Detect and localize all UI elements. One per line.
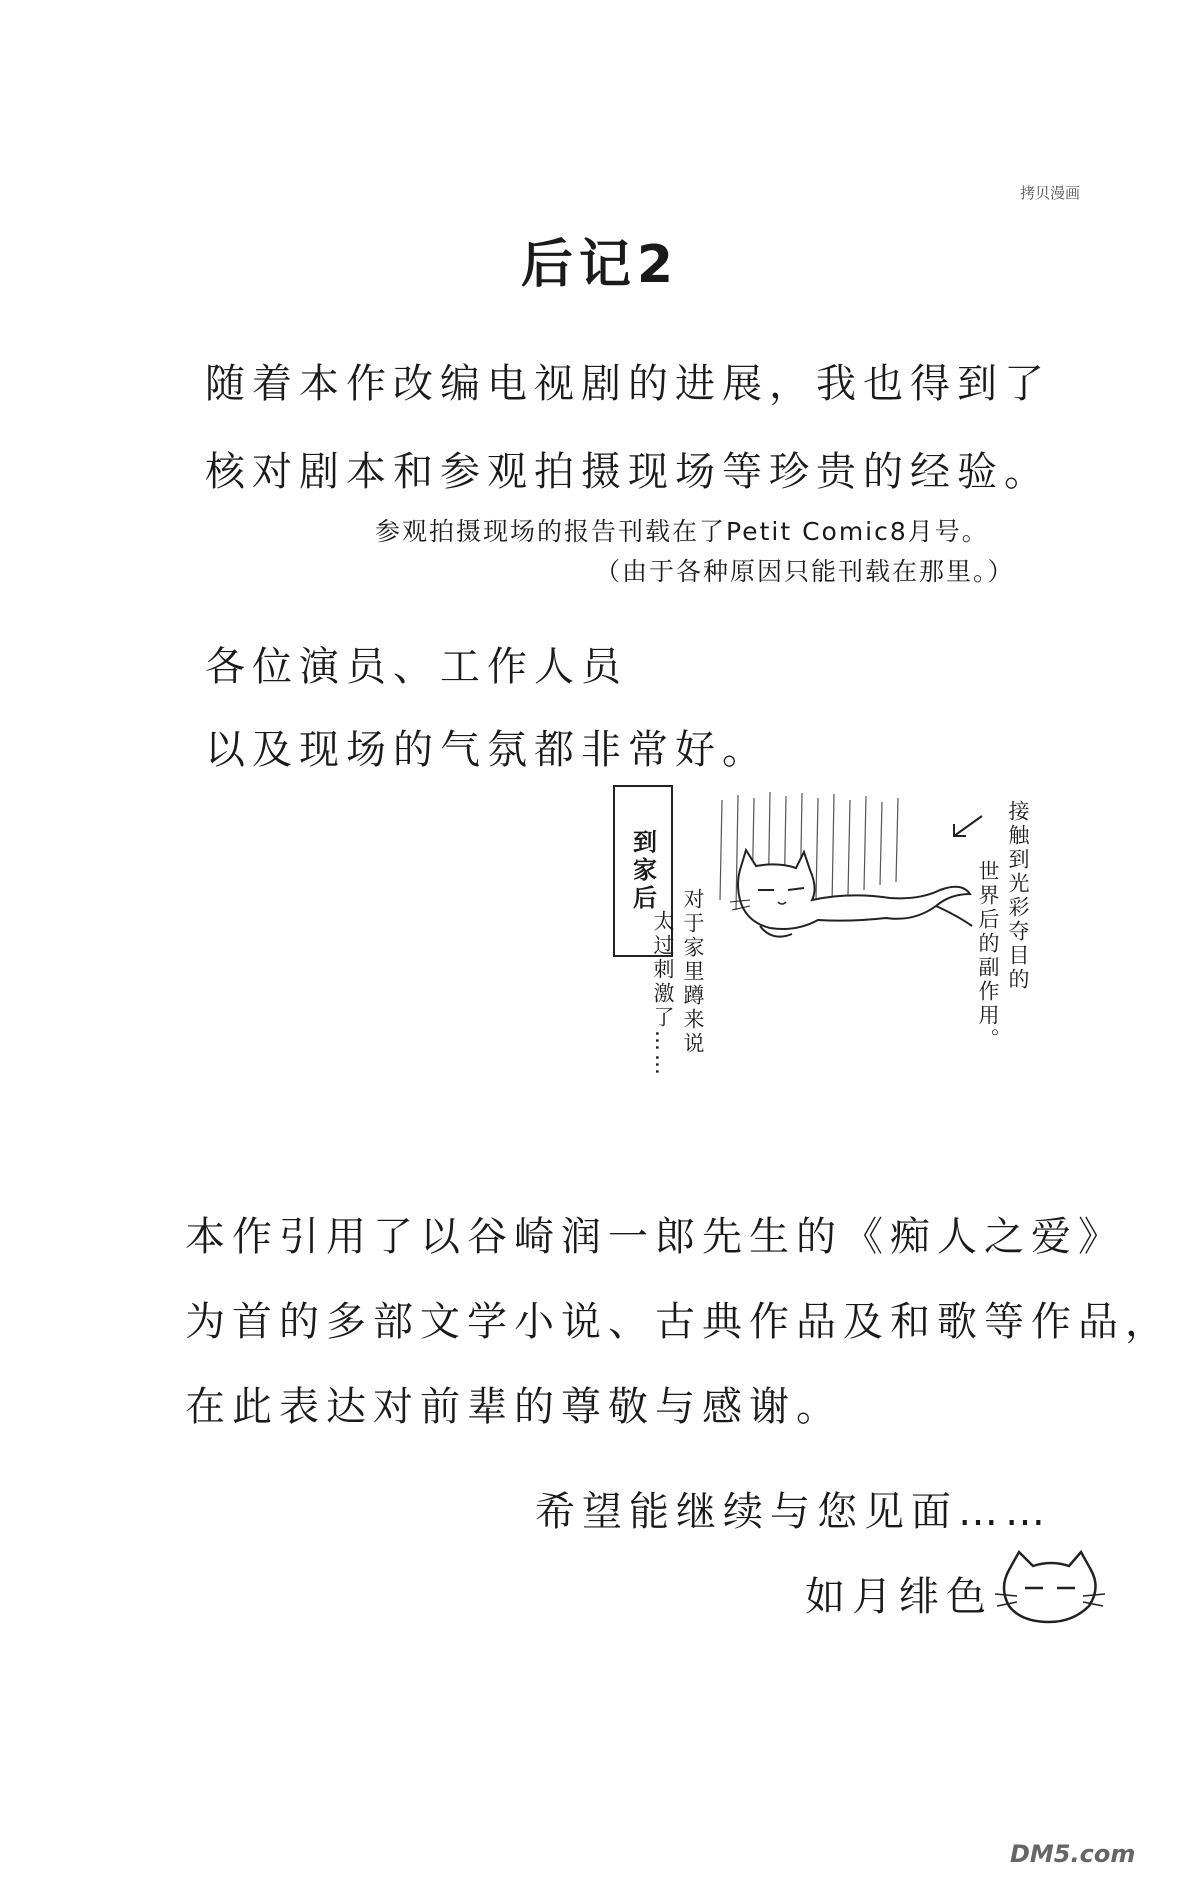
signature-name: 如月绯色 xyxy=(805,1574,993,1620)
caption-right-col1: 接触到光彩夺目的 xyxy=(1006,800,1030,992)
site-logo: DM5.com xyxy=(1010,1840,1136,1868)
paragraph3-line2: 为首的多部文学小说、古典作品及和歌等作品， xyxy=(185,1299,1172,1345)
paragraph1-line2: 核对剧本和参观拍摄现场等珍贵的经验。 xyxy=(205,449,1051,495)
paragraph1-note2: （由于各种原因只能刊载在那里。） xyxy=(595,557,1015,586)
page-title: 后记2 xyxy=(520,235,680,295)
caption-left-col1: 对于家里蹲来说 xyxy=(681,888,705,1056)
paragraph2-line2: 以及现场的气氛都非常好。 xyxy=(205,727,769,773)
cat-face-doodle xyxy=(995,1548,1105,1628)
paragraph3-line3: 在此表达对前辈的尊敬与感谢。 xyxy=(185,1384,843,1430)
watermark-text: 拷贝漫画 xyxy=(1020,184,1081,202)
paragraph3-line1: 本作引用了以谷崎润一郎先生的《痴人之爱》 xyxy=(185,1214,1125,1260)
caption-right-col2: 世界后的副作用。 xyxy=(976,860,1000,1052)
closing-text: 希望能继续与您见面…… xyxy=(535,1489,1052,1535)
cat-lying-illustration xyxy=(700,790,980,1030)
caption-left-col2: 太过刺激了…… xyxy=(651,910,675,1078)
paragraph1-line1: 随着本作改编电视剧的进展，我也得到了 xyxy=(205,361,1051,407)
paragraph2-line1: 各位演员、工作人员 xyxy=(205,644,628,690)
paragraph1-note1: 参观拍摄现场的报告刊载在了Petit Comic8月号。 xyxy=(375,517,989,546)
sign-text: 到家后 xyxy=(628,829,657,913)
arrow-icon xyxy=(950,812,986,842)
